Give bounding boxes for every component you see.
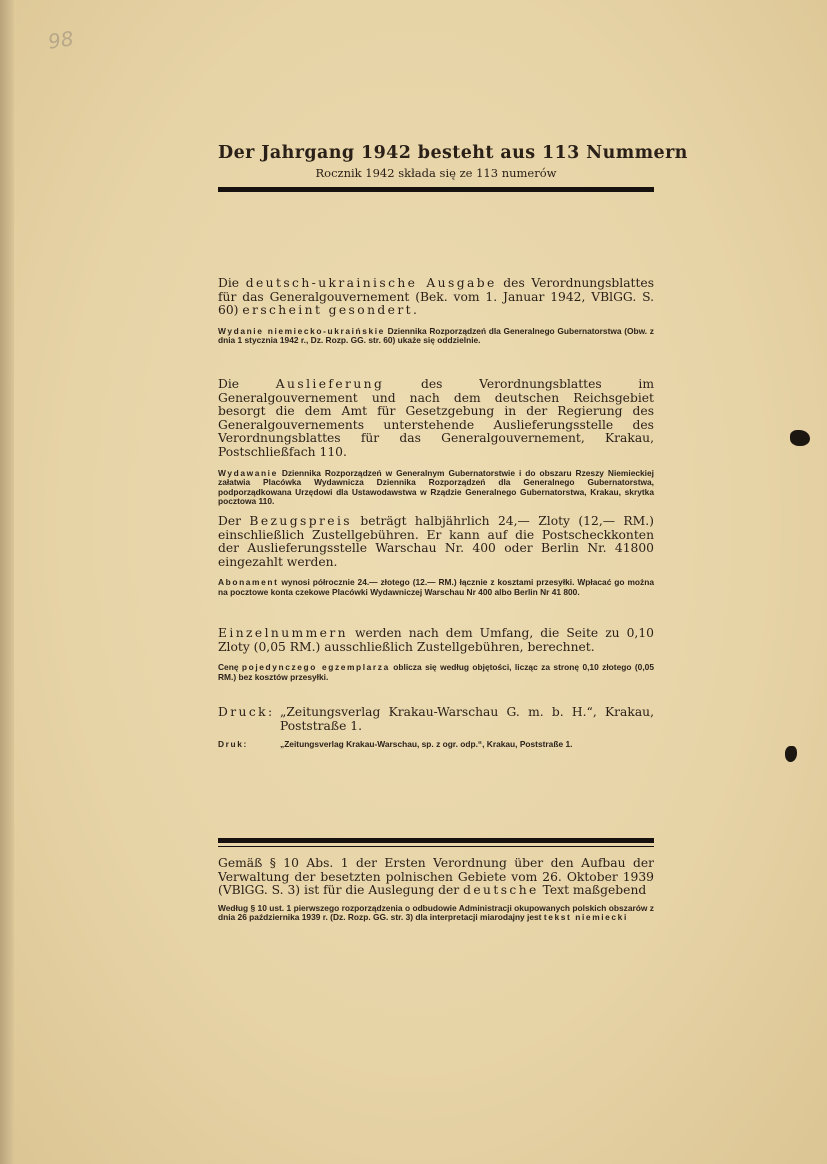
printer-notice xyxy=(218,706,654,750)
edition-notice xyxy=(218,277,654,346)
printer-polish xyxy=(218,740,654,750)
page-edge-shadow xyxy=(0,0,14,1164)
edition-german xyxy=(218,277,654,318)
price-notice xyxy=(218,515,654,598)
printer-text: „Zeitungsverlag Krakau-Warschau G. m. b. H.“, Krakau, Poststraße 1. xyxy=(280,705,654,733)
delivery-polish xyxy=(218,469,654,507)
bottom-rule-thin xyxy=(218,846,654,847)
text-run: Text maßgebend xyxy=(538,883,647,898)
text-run: des Verordnungsblattes für das Generalgouvernement (Bek. vom 1. Januar 1942, VBlGG. S. 60) xyxy=(218,276,655,318)
spaced-term: erscheint gesondert. xyxy=(242,303,420,318)
legal-polish xyxy=(218,904,654,923)
spaced-term: tekst niemiecki xyxy=(543,912,628,923)
text-run: Dziennika Rozporządzeń dla Generalnego Gubernatorstwa (Obw. z dnia 1 stycznia 1942 r., Dz. Rozp. GG. str. 60) ukaże się oddzielnie. xyxy=(218,325,654,346)
pencil-page-number: 98 xyxy=(46,26,75,54)
spaced-term: Wydanie niemiecko-ukraińskie xyxy=(218,325,385,336)
volume-subtitle: Rocznik 1942 składa się ze 113 numerów xyxy=(315,166,557,180)
text-run: Die xyxy=(218,276,246,290)
volume-header xyxy=(218,143,688,180)
ink-blot xyxy=(785,746,797,762)
text-run: des Verordnungsblattes im Generalgouvernement und nach dem deutschen Reichsgebiet besorgt die dem Amt für Gesetzgebung in der Regierung des Generalgouvernements unterstehende Auslieferungsstelle des Verordnungsblattes für das Generalgouvernement, Krakau, Postschließfach 110. xyxy=(218,377,654,459)
spaced-term: deutsch-ukrainische Ausgabe xyxy=(245,276,497,290)
printer-german xyxy=(218,706,654,733)
printer-label: Druk: xyxy=(218,739,248,750)
top-rule xyxy=(218,187,654,192)
spaced-term: Einzelnummern xyxy=(218,626,348,640)
text-run: Według § 10 ust. 1 pierwszego rozporządzenia o odbudowie Administracji okupowanych polskich obszarów z dnia 26 października 1939 r. (Dz. Rozp. GG. str. 3) dla interpretacji miarodajny jest xyxy=(218,902,654,923)
bottom-rule-thick xyxy=(218,838,654,843)
text-run: wynosi półrocznie 24.— złotego (12.— RM.) łącznie z kosztami przesyłki. Wpłacać go można na pocztowe konta czekowe Placówki Wydawniczej Warschau Nr 400 albo Berlin Nr 41 800. xyxy=(218,577,654,597)
single-polish xyxy=(218,663,654,682)
volume-title: Der Jahrgang 1942 besteht aus 113 Nummern xyxy=(218,143,688,163)
text-run: Der xyxy=(218,514,250,528)
text-run: beträgt halbjährlich 24,— Zloty (12,— RM.) einschließlich Zustellgebühren. Er kann auf die Postscheckkonten der Auslieferungsstelle Warschau Nr. 400 oder Berlin Nr. 41800 eingezahlt werden. xyxy=(218,514,654,569)
legal-notice xyxy=(218,857,654,923)
printer-text: „Zeitungsverlag Krakau-Warschau, sp. z ogr. odp.“, Krakau, Poststraße 1. xyxy=(280,739,573,750)
text-run: oblicza się według objętości, licząc za stronę 0,10 złotego (0,05 RM.) bez kosztów przesyłki. xyxy=(218,662,654,682)
text-run: Dziennika Rozporządzeń w Generalnym Gubernatorstwie i do obszaru Rzeszy Niemieckiej załatwia Placówka Wydawnicza Dziennika Rozporządzeń dla Generalnego Gubernatorstwa, podporządkowana Urzędowi dla Ustawodawstwa w Rządzie Generalnego Gubernatorstwa, Krakau, skrytka pocztowa 110. xyxy=(218,467,654,507)
legal-german xyxy=(218,857,654,898)
delivery-notice xyxy=(218,378,654,507)
text-run: Die xyxy=(218,377,276,391)
text-run: Cenę xyxy=(218,662,242,673)
delivery-german xyxy=(218,378,654,460)
printer-label: Druck: xyxy=(218,705,275,719)
text-run: Gemäß § 10 Abs. 1 der Ersten Verordnung über den Aufbau der Verwaltung der besetzten polnischen Gebiete vom 26. Oktober 1939 (VBlGG. S. 3) ist für die Auslegung der xyxy=(218,856,654,898)
spaced-term: Bezugspreis xyxy=(249,514,352,528)
price-polish xyxy=(218,578,654,597)
ink-blot xyxy=(790,430,810,446)
price-german xyxy=(218,515,654,569)
edition-polish xyxy=(218,327,654,346)
spaced-term: Auslieferung xyxy=(275,377,385,391)
spaced-term: Wydawanie xyxy=(218,467,278,478)
spaced-term: Abonament xyxy=(218,577,279,588)
single-german xyxy=(218,627,654,654)
spaced-term: pojedynczego egzemplarza xyxy=(241,662,390,673)
text-run: werden nach dem Umfang, die Seite zu 0,10 Zloty (0,05 RM.) ausschließlich Zustellgebühren, berechnet. xyxy=(218,626,654,654)
spaced-term: deutsche xyxy=(463,883,539,898)
single-issue-notice xyxy=(218,627,654,682)
